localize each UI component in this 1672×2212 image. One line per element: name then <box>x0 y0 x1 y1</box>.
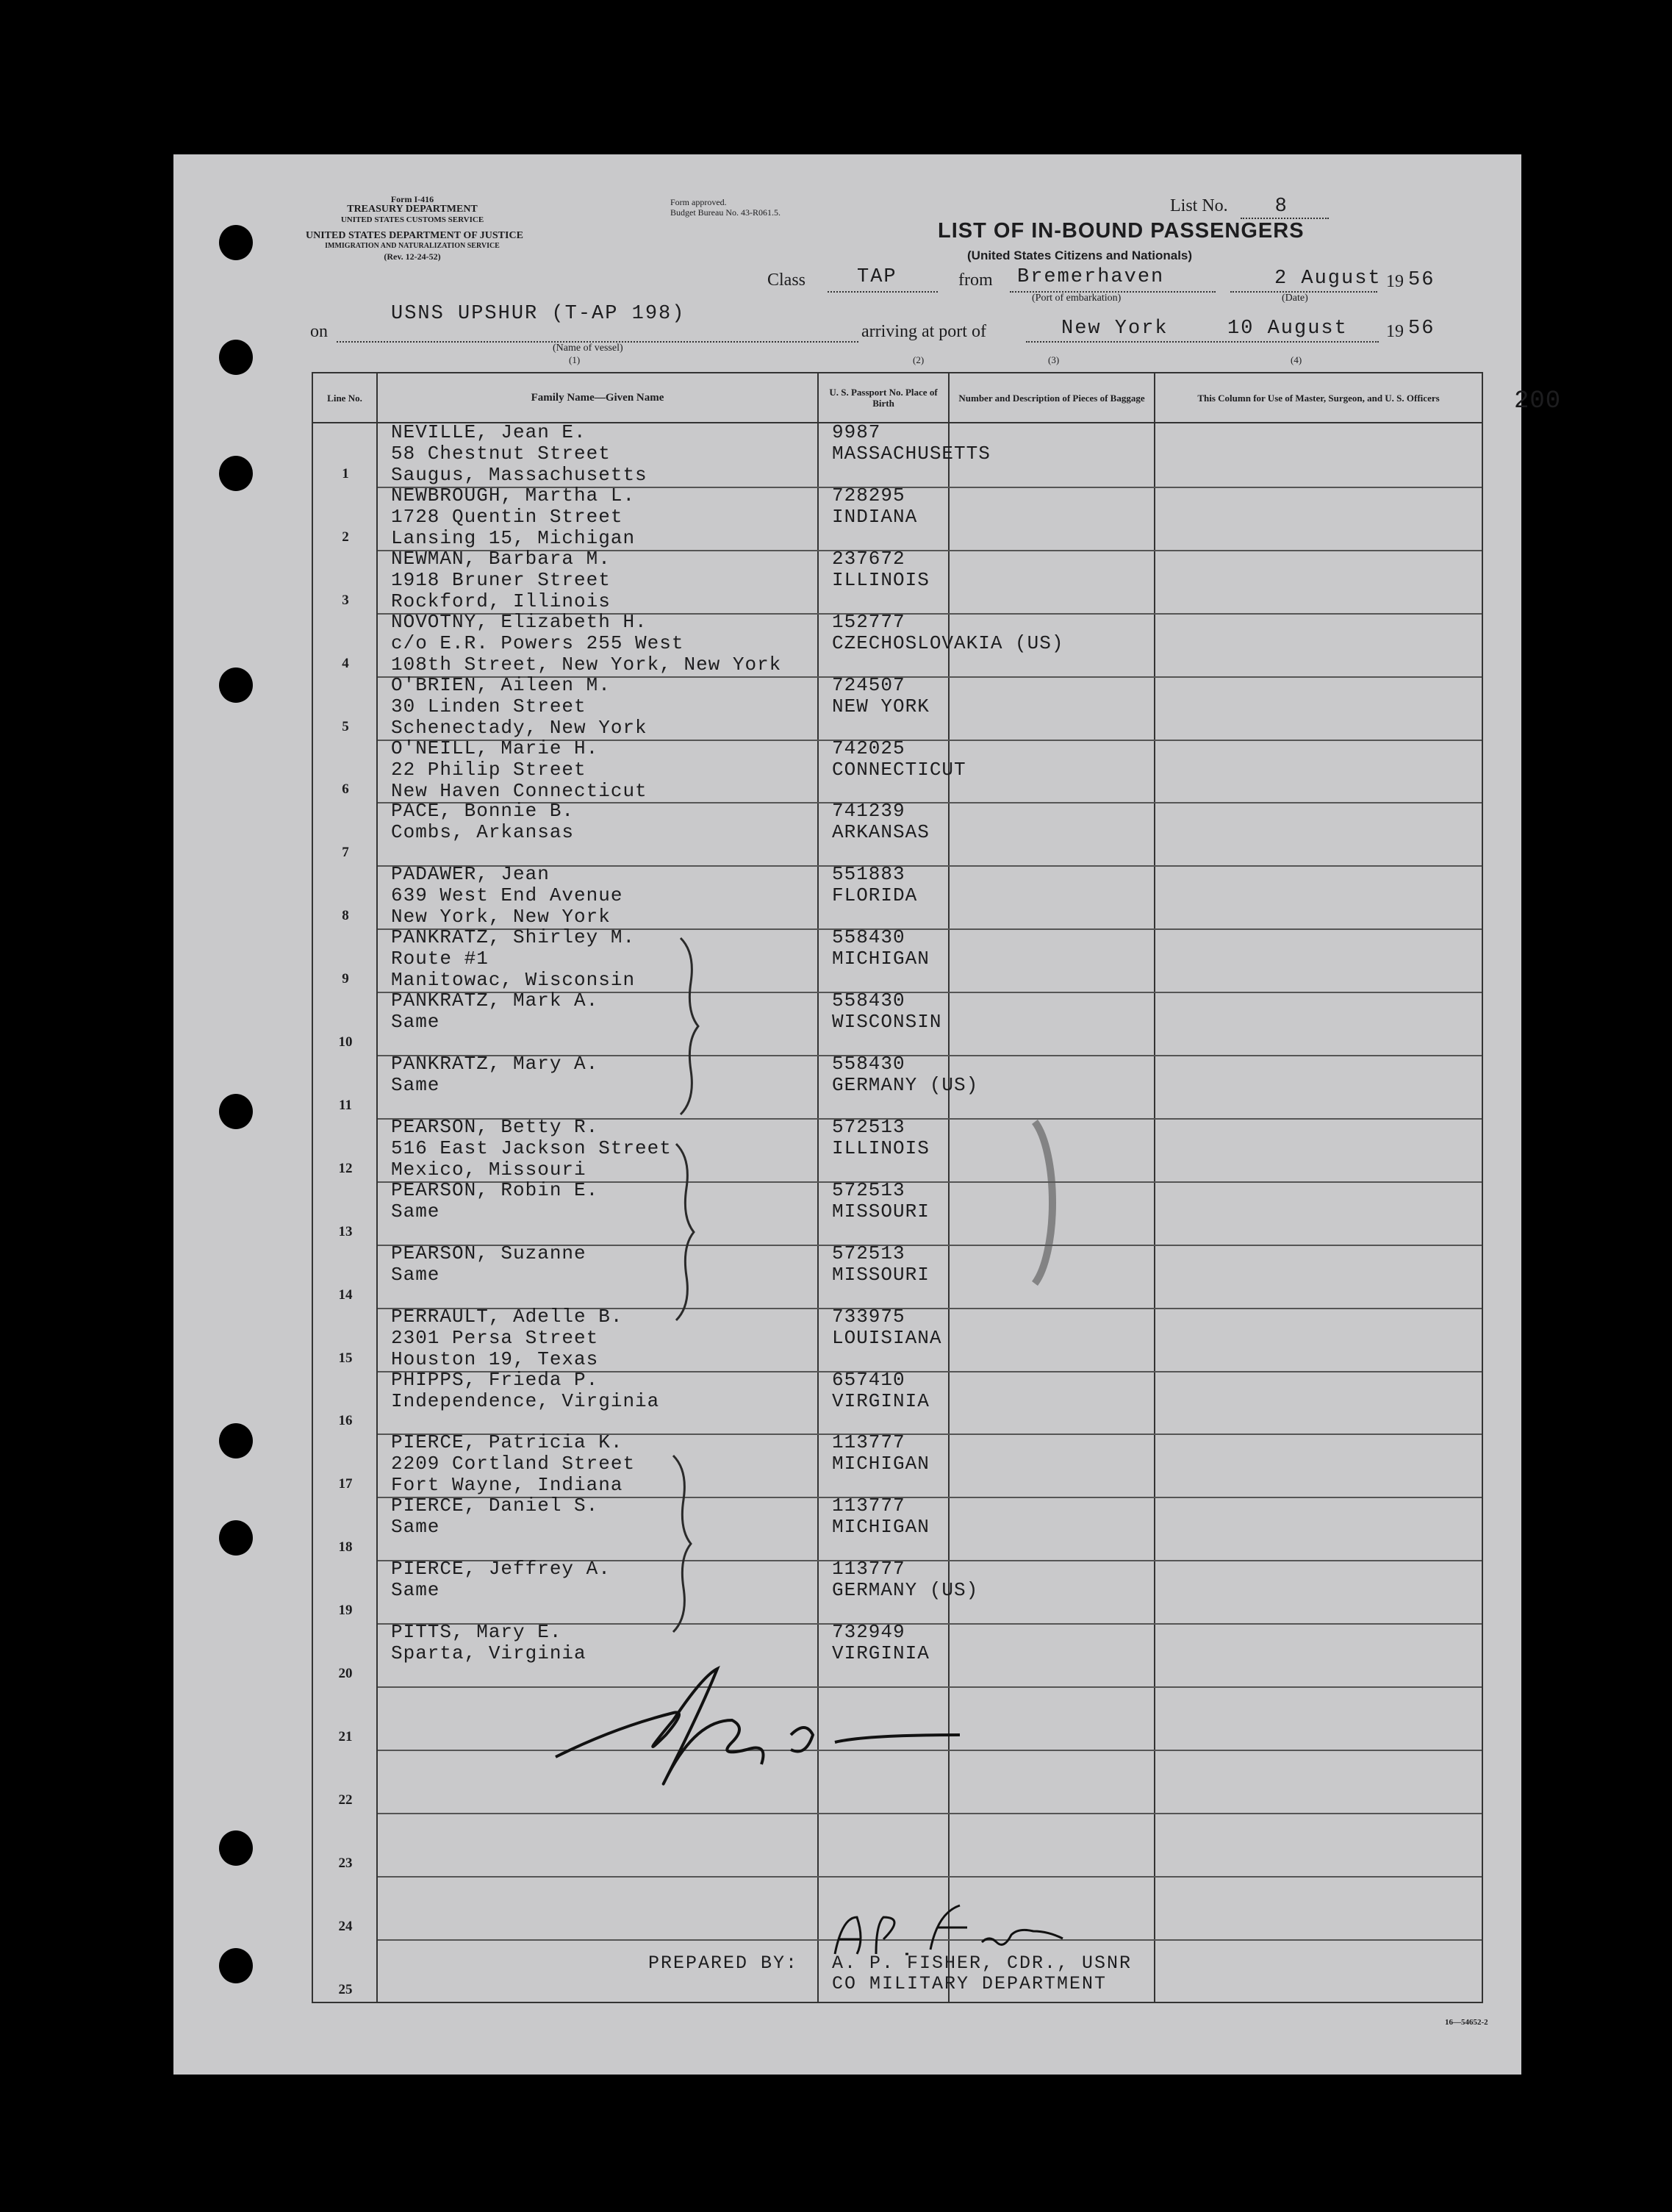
column-header-officers: This Column for Use of Master, Surgeon, and U. S. Officers <box>1197 392 1440 404</box>
passenger-address: Same <box>391 1200 440 1223</box>
passenger-entry <box>391 1306 622 1370</box>
passport-number: 733975 <box>832 1305 905 1328</box>
passport-entry <box>832 1370 930 1412</box>
place-of-birth: VIRGINIA <box>832 1642 930 1665</box>
passenger-entry <box>391 612 781 676</box>
arriving-label: arriving at port of <box>861 322 986 341</box>
punch-hole <box>219 1520 253 1556</box>
passenger-name: PACE, Bonnie B. <box>391 800 575 823</box>
passenger-address: 639 West End Avenue New York, New York <box>391 884 623 928</box>
vessel-caption: (Name of vessel) <box>553 343 623 354</box>
departure-date: 2 August <box>1274 268 1382 290</box>
column-number-3: (3) <box>1048 354 1060 365</box>
passenger-address: Sparta, Virginia <box>391 1642 586 1665</box>
line-number: 16 <box>338 1413 353 1429</box>
line-number: 12 <box>338 1160 353 1176</box>
passenger-name: O'BRIEN, Aileen M. <box>391 673 611 696</box>
place-of-birth: LOUISIANA <box>832 1326 942 1349</box>
passenger-address: 516 East Jackson Street Mexico, Missouri <box>391 1137 672 1181</box>
passenger-address: 58 Chestnut Street Saugus, Massachusetts <box>391 443 647 486</box>
prepared-by-label: PREPARED BY: <box>648 1952 799 1974</box>
place-of-birth: VIRGINIA <box>832 1389 930 1412</box>
passport-entry <box>832 422 991 465</box>
departure-year: 56 <box>1408 269 1435 291</box>
passenger-entry <box>391 1053 598 1096</box>
passenger-entry <box>391 1243 586 1286</box>
customs-service: UNITED STATES CUSTOMS SERVICE <box>340 215 484 224</box>
passenger-entry <box>391 738 647 802</box>
line-number: 15 <box>338 1350 353 1366</box>
column-header-passport: U. S. Passport No. Place of Birth <box>829 387 938 409</box>
passport-number: 572513 <box>832 1178 905 1201</box>
place-of-birth: MISSOURI <box>832 1200 930 1223</box>
passport-entry <box>832 1117 930 1159</box>
class-underline <box>828 291 938 293</box>
document-title: LIST OF IN-BOUND PASSENGERS <box>938 219 1305 243</box>
line-number: 22 <box>338 1792 353 1808</box>
place-of-birth: MICHIGAN <box>832 1516 930 1539</box>
passport-number: 237672 <box>832 547 905 570</box>
port-of-embarkation: Bremerhaven <box>1017 266 1165 288</box>
passport-number: 152777 <box>832 610 905 633</box>
on-label: on <box>310 322 328 341</box>
port-caption: (Port of embarkation) <box>1032 293 1122 304</box>
place-of-birth: CONNECTICUT <box>832 758 966 781</box>
passport-number: 724507 <box>832 673 905 696</box>
passenger-name: PERRAULT, Adelle B. <box>391 1305 623 1328</box>
line-number: 20 <box>338 1666 353 1681</box>
column-divider <box>376 373 378 2002</box>
list-no-value: 8 <box>1274 196 1288 218</box>
passport-number: 558430 <box>832 926 905 949</box>
place-of-birth: WISCONSIN <box>832 1011 942 1034</box>
passenger-name: PIERCE, Daniel S. <box>391 1495 599 1517</box>
passport-entry <box>832 1180 930 1223</box>
preparer-department: CO MILITARY DEPARTMENT <box>832 1973 1108 1994</box>
passenger-name: NOVOTNY, Elizabeth H. <box>391 610 647 633</box>
line-number: 18 <box>338 1539 353 1556</box>
passport-entry <box>832 1558 978 1601</box>
passenger-name: PHIPPS, Frieda P. <box>391 1368 599 1391</box>
passenger-entry <box>391 801 574 843</box>
passenger-name: NEVILLE, Jean E. <box>391 421 586 443</box>
punch-hole <box>219 340 253 375</box>
line-number: 2 <box>342 529 349 545</box>
passport-number: 732949 <box>832 1621 905 1644</box>
passport-entry <box>832 485 917 528</box>
passenger-address: 2209 Cortland Street Fort Wayne, Indiana <box>391 1453 636 1497</box>
passenger-entry <box>391 548 611 612</box>
line-number: 19 <box>338 1603 353 1619</box>
arrival-underline <box>1026 341 1379 343</box>
place-of-birth: MISSOURI <box>832 1263 930 1286</box>
passenger-name: PEARSON, Betty R. <box>391 1115 599 1138</box>
passport-entry <box>832 548 930 591</box>
punch-hole <box>219 1830 253 1866</box>
place-of-birth: FLORIDA <box>832 884 918 907</box>
line-number: 4 <box>342 655 349 671</box>
passenger-address: Route #1 Manitowac, Wisconsin <box>391 948 636 992</box>
passport-entry <box>832 927 930 970</box>
line-number: 10 <box>338 1034 353 1050</box>
form-approval: Form approved. Budget Bureau No. 43-R061.5. <box>670 197 781 218</box>
passenger-entry <box>391 1432 635 1496</box>
passenger-address: Independence, Virginia <box>391 1389 660 1412</box>
passenger-address: 2301 Persa Street Houston 19, Texas <box>391 1326 599 1370</box>
passenger-entry <box>391 927 635 991</box>
passenger-address: c/o E.R. Powers 255 West 108th Street, New York, New York <box>391 631 782 676</box>
passenger-address: 22 Philip Street New Haven Connecticut <box>391 758 647 802</box>
passenger-name: PANKRATZ, Mark A. <box>391 989 599 1012</box>
passenger-entry <box>391 864 622 928</box>
passport-number: 657410 <box>832 1368 905 1391</box>
passenger-entry <box>391 1117 672 1181</box>
passport-entry <box>832 1053 978 1096</box>
line-number: 11 <box>339 1097 352 1113</box>
passport-entry <box>832 738 966 781</box>
justice-department: UNITED STATES DEPARTMENT OF JUSTICE <box>306 230 523 241</box>
treasury-department: TREASURY DEPARTMENT <box>347 204 478 215</box>
class-label: Class <box>767 271 806 290</box>
passenger-name: PEARSON, Robin E. <box>391 1178 599 1201</box>
passenger-name: PITTS, Mary E. <box>391 1621 562 1644</box>
passenger-entry <box>391 1558 611 1601</box>
line-number: 25 <box>338 1981 353 1997</box>
line-number: 21 <box>338 1728 353 1744</box>
passenger-entry <box>391 675 647 739</box>
place-of-birth: MICHIGAN <box>832 1453 930 1475</box>
immigration-service: IMMIGRATION AND NATURALIZATION SERVICE <box>325 242 500 250</box>
form-number: Form I-416 <box>390 194 434 204</box>
line-number: 3 <box>342 592 349 608</box>
passenger-name: O'NEILL, Marie H. <box>391 737 599 759</box>
passport-number: 113777 <box>832 1495 905 1517</box>
passenger-name: PANKRATZ, Shirley M. <box>391 926 636 949</box>
column-header-line-no: Line No. <box>327 392 362 404</box>
form-header-left <box>306 194 523 262</box>
passport-number: 551883 <box>832 863 905 886</box>
place-of-birth: GERMANY (US) <box>832 1074 979 1096</box>
place-of-birth: GERMANY (US) <box>832 1579 979 1602</box>
passport-number: 572513 <box>832 1115 905 1138</box>
passenger-address: Same <box>391 1516 440 1539</box>
passport-number: 742025 <box>832 737 905 759</box>
passenger-entry <box>391 1180 598 1223</box>
line-number: 8 <box>342 908 349 924</box>
passenger-address: Same <box>391 1074 440 1096</box>
passport-number: 113777 <box>832 1431 905 1454</box>
year-prefix: 19 <box>1386 272 1404 291</box>
passenger-entry <box>391 422 647 486</box>
passport-number: 558430 <box>832 989 905 1012</box>
line-number: 14 <box>338 1286 353 1303</box>
line-number: 6 <box>342 781 349 798</box>
passenger-name: PIERCE, Jeffrey A. <box>391 1558 611 1581</box>
line-number: 7 <box>342 845 349 861</box>
from-label: from <box>958 271 993 290</box>
line-number: 1 <box>342 465 349 482</box>
place-of-birth: MICHIGAN <box>832 948 930 970</box>
passenger-name: PIERCE, Patricia K. <box>391 1431 623 1454</box>
passenger-name: NEWBROUGH, Martha L. <box>391 484 636 507</box>
passenger-address: 1728 Quentin Street Lansing 15, Michigan <box>391 505 636 549</box>
document-sheet <box>173 154 1562 2075</box>
passport-number: 741239 <box>832 800 905 823</box>
passenger-address: Same <box>391 1263 440 1286</box>
passport-entry <box>832 801 930 843</box>
passenger-entry <box>391 1370 659 1412</box>
row-divider <box>378 1813 1482 1814</box>
punch-hole <box>219 1423 253 1458</box>
passport-entry <box>832 1306 941 1349</box>
passport-entry <box>832 1432 930 1475</box>
passenger-address: 30 Linden Street Schenectady, New York <box>391 695 647 739</box>
punch-hole <box>219 456 253 491</box>
passport-number: 113777 <box>832 1558 905 1581</box>
passenger-address: Same <box>391 1579 440 1602</box>
arrival-year-prefix: 19 <box>1386 322 1404 341</box>
passenger-name: PEARSON, Suzanne <box>391 1242 586 1264</box>
passport-entry <box>832 675 930 717</box>
passport-entry <box>832 864 917 906</box>
passport-entry <box>832 990 941 1033</box>
passport-number: 9987 <box>832 421 881 443</box>
passenger-entry <box>391 1495 598 1538</box>
vessel-column-number: (1) <box>569 354 581 365</box>
passenger-address: Combs, Arkansas <box>391 821 575 844</box>
column-header-baggage: Number and Description of Pieces of Baggage <box>958 392 1145 404</box>
passport-number: 728295 <box>832 484 905 507</box>
place-of-birth: CZECHOSLOVAKIA (US) <box>832 631 1064 654</box>
column-number-2: (2) <box>913 354 925 365</box>
place-of-birth: ILLINOIS <box>832 568 930 591</box>
line-number: 23 <box>338 1855 353 1871</box>
line-number: 5 <box>342 718 349 734</box>
column-header-name: Family Name—Given Name <box>531 391 664 404</box>
passport-entry <box>832 1243 930 1286</box>
place-of-birth: ARKANSAS <box>832 821 930 844</box>
passenger-name: PANKRATZ, Mary A. <box>391 1053 599 1075</box>
place-of-birth: MASSACHUSETTS <box>832 443 991 465</box>
column-divider <box>1154 373 1155 2002</box>
arrival-port: New York <box>1061 318 1169 340</box>
class-value: TAP <box>857 266 897 288</box>
list-no-label: List No. <box>1170 196 1228 215</box>
place-of-birth: INDIANA <box>832 505 918 528</box>
document-subtitle: (United States Citizens and Nationals) <box>967 248 1193 262</box>
passport-number: 572513 <box>832 1242 905 1264</box>
punch-hole <box>219 667 253 703</box>
passenger-name: NEWMAN, Barbara M. <box>391 547 611 570</box>
line-number: 17 <box>338 1476 353 1492</box>
passenger-name: PADAWER, Jean <box>391 863 550 886</box>
official-signature <box>534 1632 989 1808</box>
officer-mark: 200 <box>1514 387 1562 415</box>
passport-number: 558430 <box>832 1053 905 1075</box>
passenger-entry <box>391 990 598 1033</box>
preparer-name: A. P. FISHER, CDR., USNR <box>832 1952 1133 1974</box>
list-no <box>1170 196 1288 218</box>
punch-hole <box>219 1948 253 1983</box>
punch-hole <box>219 1094 253 1129</box>
column-number-4: (4) <box>1291 354 1302 365</box>
row-divider <box>378 1876 1482 1878</box>
passenger-entry <box>391 485 635 549</box>
arrival-date: 10 August <box>1227 318 1348 340</box>
date-caption: (Date) <box>1282 293 1308 304</box>
passport-entry <box>832 612 1063 654</box>
place-of-birth: NEW YORK <box>832 695 930 717</box>
passenger-address: 1918 Bruner Street Rockford, Illinois <box>391 568 611 612</box>
line-number: 24 <box>338 1918 353 1934</box>
arrival-year: 56 <box>1408 318 1435 340</box>
line-number: 9 <box>342 971 349 987</box>
passenger-address: Same <box>391 1011 440 1034</box>
vessel-name: USNS UPSHUR (T-AP 198) <box>391 303 686 325</box>
revision: (Rev. 12-24-52) <box>384 251 441 262</box>
form-code: 16—54652-2 <box>1445 2018 1488 2027</box>
place-of-birth: ILLINOIS <box>832 1137 930 1159</box>
punch-hole <box>219 225 253 260</box>
passport-entry <box>832 1495 930 1538</box>
line-number: 13 <box>338 1223 353 1239</box>
